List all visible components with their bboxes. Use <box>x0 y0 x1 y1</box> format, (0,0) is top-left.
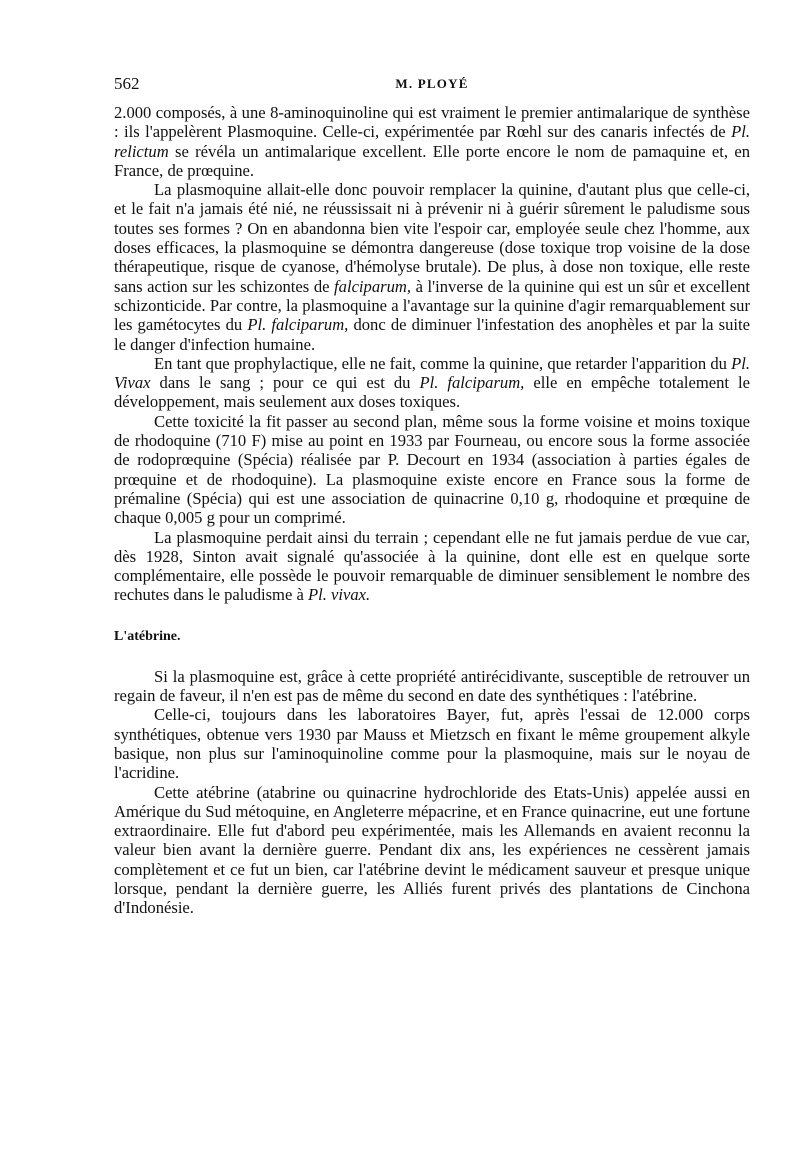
section-heading: L'atébrine. <box>114 628 181 644</box>
species-name: Pl. falciparum, <box>247 315 349 335</box>
paragraph-2-text-c: à l'inverse de la quinine qui est un sûr et excellent schizonticide. Par contre, la plasmoquine a l'avantage sur la quinine d'agir remarquablement sur les gamétocytes du <box>114 276 750 335</box>
paragraph-3 <box>114 354 750 412</box>
paragraph-7 <box>114 705 750 782</box>
paragraph-6 <box>114 667 750 706</box>
species-name: falciparum, <box>334 276 412 296</box>
page-number: 562 <box>114 74 140 93</box>
species-name: Pl. Vivax <box>114 353 750 393</box>
paragraph-3-text-c: dans le sang ; pour ce qui est du <box>150 373 420 393</box>
paragraph-1-text-a: 2.000 composés, à une 8-aminoquinoline qui est vraiment le premier antimalarique de synthèse : ils l'appelèrent Plasmoquine. Celle-ci, expérimentée par Rœhl sur des canaris infectés de <box>114 103 750 142</box>
species-name: Pl. falciparum, <box>419 373 525 393</box>
paragraph-2-text-a: La plasmoquine allait-elle donc pouvoir remplacer la quinine, d'autant plus que celle-ci, et le fait n'a jamais été nié, ne réussissait ni à prévenir ni à guérir sûrement le paludisme sous toutes ses formes ? On en abandonna bien vite l'espoir car, employée seule chez l'homme, aux doses efficaces, la plasmoquine se démontra dangereuse (dose toxique trop voisine de la dose thérapeutique, risque de cyanose, d'hémolyse brutale). De plus, à dose non toxique, elle reste sans action sur les schizontes de <box>114 180 750 296</box>
body-text <box>114 103 750 918</box>
paragraph-4 <box>114 412 750 528</box>
paragraph-4-text: Cette toxicité la fit passer au second plan, même sous la forme voisine et moins toxique de rhodoquine (710 F) mise au point en 1933 par Fourneau, ou encore sous la forme associée de rodoprœquine (Spécia) réalisée par P. Decourt en 1934 (association à parties égales de prœquine et de rhodoquine). La plasmoquine existe encore en France sous la forme de prémaline (Spécia) qui est une association de quinacrine 0,10 g, rhodoquine et prœquine de chaque 0,005 g pour un comprimé. <box>114 411 750 528</box>
paragraph-5 <box>114 528 750 605</box>
paragraph-8 <box>114 783 750 918</box>
paragraph-6-text: Si la plasmoquine est, grâce à cette propriété antirécidivante, susceptible de retrouver un regain de faveur, il n'en est pas de même du second en date des synthétiques : l'atébrine. <box>114 666 750 706</box>
paragraph-1-text-c: se révéla un antimalarique excellent. Elle porte encore le nom de pamaquine et, en France, de prœquine. <box>114 141 750 180</box>
running-head-author: M. PLOYÉ <box>395 76 469 91</box>
paragraph-8-text: Cette atébrine (atabrine ou quinacrine hydrochloride des Etats-Unis) appelée aussi en Amérique du Sud métoquine, en Angleterre mépacrine, et en France quinacrine, eut une fortune extraordinaire. Elle fut d'abord peu expérimentée, mais les Allemands en avaient reconnu la valeur bien avant la dernière guerre. Pendant dix ans, les expériences ne cessèrent jamais complètement et ce fut un bien, car l'atébrine devint le médicament sauveur et presque unique lorsque, pendant la dernière guerre, les Alliés furent privés des plantations de Cinchona d'Indonésie. <box>114 782 750 918</box>
paragraph-3-text-a: En tant que prophylactique, elle ne fait, comme la quinine, que retarder l'apparition du <box>154 353 732 373</box>
paragraph-5-text-a: La plasmoquine perdait ainsi du terrain ; cependant elle ne fut jamais perdue de vue car, dès 1928, Sinton avait signalé qu'associée à la quinine, dont elle est en quelque sorte complémentaire, elle possède le pouvoir remarquable de diminuer sensiblement le nombre des rechutes dans le paludisme à <box>114 527 750 605</box>
species-name: Pl. vivax. <box>308 585 371 605</box>
paragraph-2 <box>114 180 750 354</box>
paragraph-7-text: Celle-ci, toujours dans les laboratoires Bayer, fut, après l'essai de 12.000 corps synthétiques, obtenue vers 1930 par Mauss et Mietzsch en fixant le même groupement alkyle basique, non plus sur l'aminoquinoline comme pour la plasmoquine, mais sur le noyau de l'acridine. <box>114 705 750 783</box>
paragraph-1 <box>114 103 750 180</box>
page-header <box>114 74 750 96</box>
species-name: Pl. relictum <box>114 122 750 161</box>
paragraph-2-text-e: donc de diminuer l'infestation des anophèles et par la suite le danger d'infection humaine. <box>114 315 750 354</box>
paragraph-3-text-e: elle en empêche totalement le développement, mais seulement aux doses toxiques. <box>114 373 750 412</box>
